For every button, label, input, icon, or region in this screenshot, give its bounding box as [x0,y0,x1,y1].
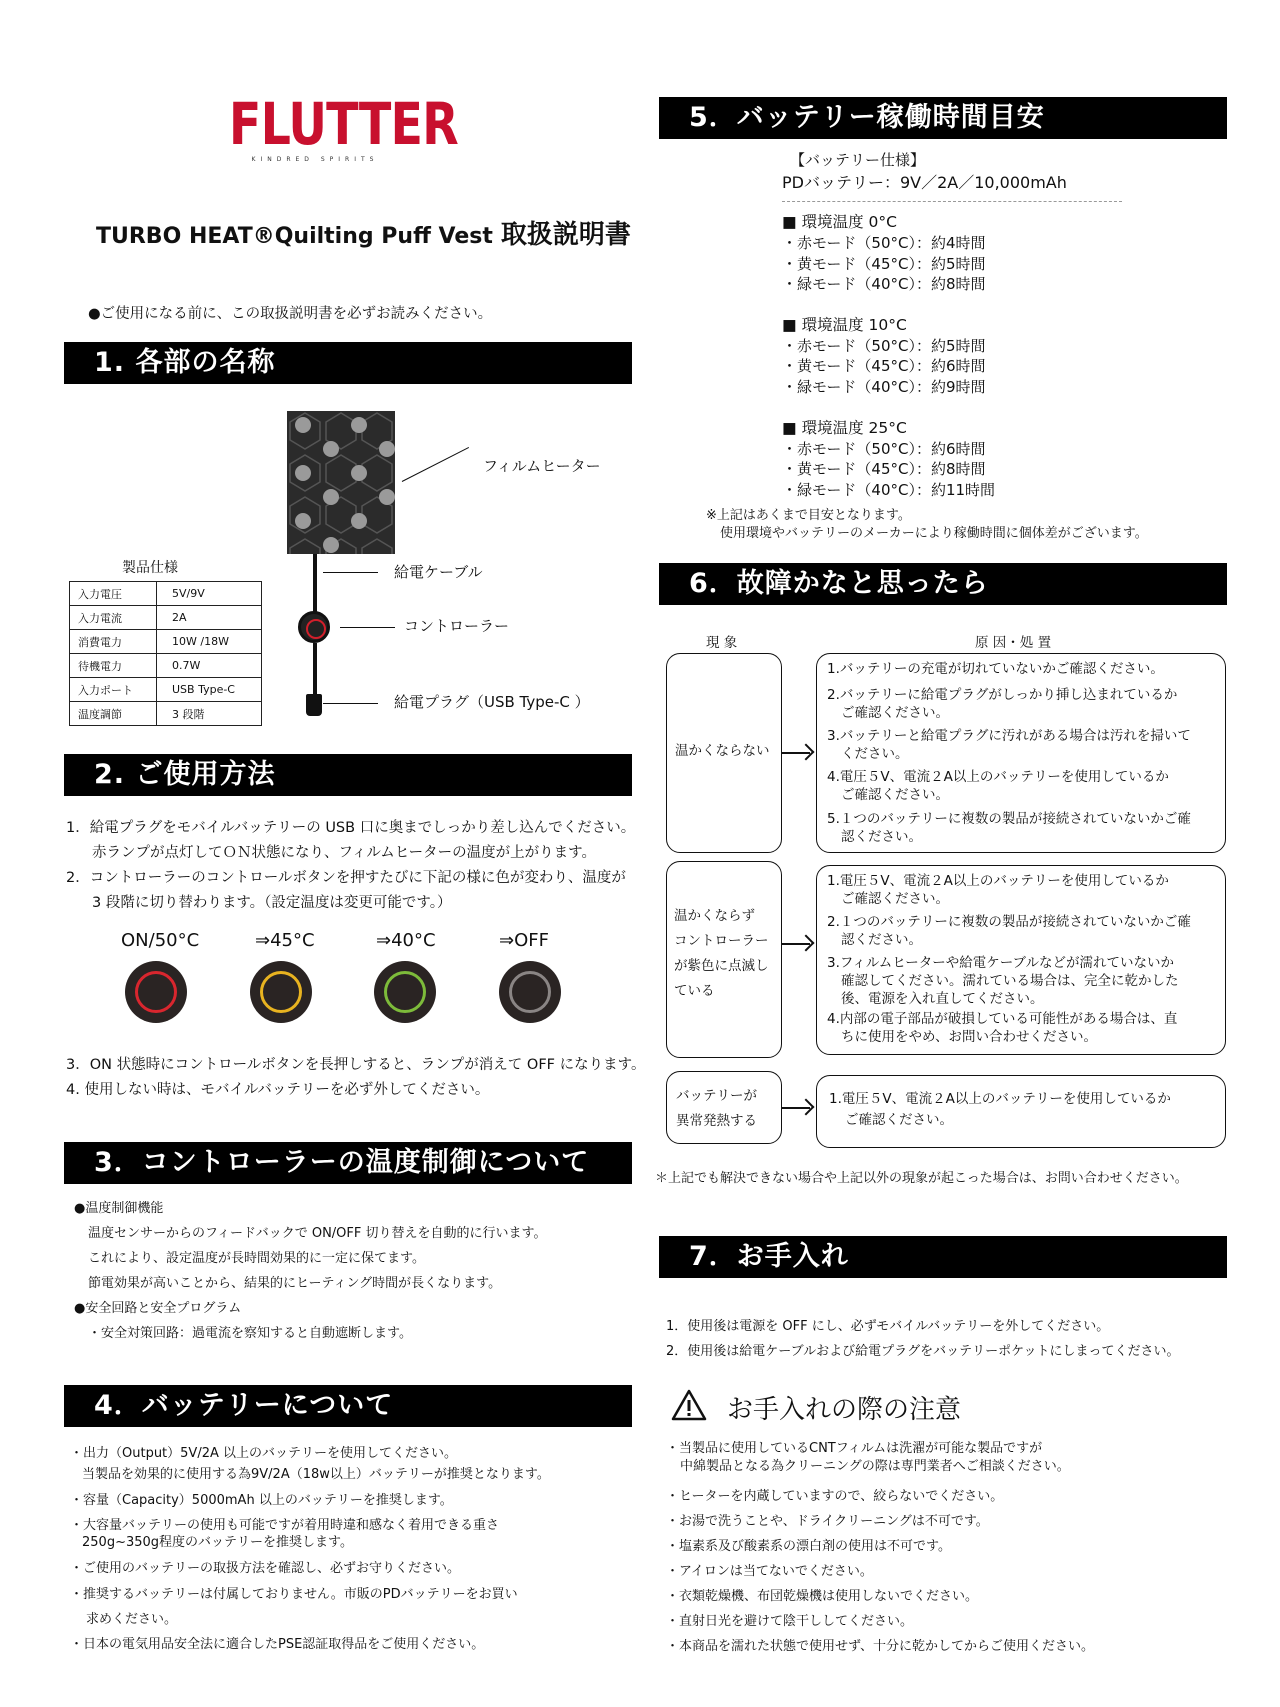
temp-control-line-3: 節電効果が高いことから、結果的にヒーティング時間が長くなります。 [88,1276,502,1291]
table-row [70,678,262,702]
battery-line-5: 250g~350g程度のバッテリーを推奨します。 [82,1535,353,1550]
symptom-text [676,1084,757,1134]
runtime-note-2: 使用環境やバッテリーのメーカーにより稼働時間に個体差がございます。 [720,526,1148,541]
manual-label: 取扱説明書 [500,220,631,250]
battery-line-3: ・容量（Capacity）5000mAh 以上のバッテリーを推奨します。 [70,1493,453,1508]
cause-item-cont: ください。 [841,746,909,762]
intro-note: ●ご使用になる前に、この取扱説明書を必ずお読みください。 [88,306,493,322]
caution-item: ・衣類乾燥機、布団乾燥機は使用しないでください。 [666,1589,979,1604]
off-mode-icon [499,961,561,1023]
temp-control-title: ●温度制御機能 [74,1201,164,1216]
runtime-note-1: ※上記はあくまで目安となります。 [706,508,911,523]
section-7-heading: 7．お手入れ [659,1236,1227,1278]
table-row [70,654,262,678]
document-title [96,214,631,251]
logo-wordmark: FLUTTER [228,90,458,158]
label-power-plug: 給電プラグ（USB Type-C ） [394,693,590,711]
arrow-right-icon [781,943,810,945]
battery-line-2: 当製品を効果的に使用する為9V/2A（18w以上）バッテリーが推奨となります。 [82,1467,550,1482]
symptom-line: コントローラー [674,933,769,949]
usage-step-2: 2．コントローラーのコントロールボタンを押すたびに下記の様に色が変わり、温度が [66,870,626,886]
leader-line-heater [402,447,469,482]
symptom-text: 温かくならない [675,743,770,759]
cause-item-cont: 認ください。 [841,829,922,845]
temp-group-0-title: ■ 環境温度 0°C [782,213,897,231]
caution-item: ・お湯で洗うことや、ドライクリーニングは不可です。 [666,1514,989,1529]
caution-title: お手入れの際の注意 [727,1395,962,1425]
section-2-heading: 2. ご使用方法 [64,754,632,796]
power-cable-lower [313,643,317,695]
temp-group-0-row: ・赤モード（50°C）：約4時間 [782,234,986,252]
battery-line-9: ・日本の電気用品安全法に適合したPSE認証取得品をご使用ください。 [70,1637,485,1652]
spec-value: 3 段階 [157,702,262,726]
mode-label-40: ⇒40°C [376,930,436,951]
leader-line-cable [323,572,378,573]
label-controller: コントローラー [404,617,510,635]
cause-item-cont: ご確認ください。 [841,705,949,721]
cause-item: 4.内部の電子部品が破損している可能性がある場合は、直 [827,1011,1178,1027]
table-row [70,702,262,726]
temp-group-1-row: ・緑モード（40°C）：約9時間 [782,378,986,396]
usb-plug-icon [306,694,322,716]
mode-label-on: ON/50°C [121,930,200,951]
table-row [70,582,262,606]
product-name: TURBO HEAT®Quilting Puff Vest [96,224,493,249]
caution-item: ・ヒーターを内蔵していますので、絞らないでください。 [666,1489,1004,1504]
temp-group-1-title: ■ 環境温度 10°C [782,316,907,334]
spec-key: 入力電流 [70,606,157,630]
red-mode-icon [125,961,187,1023]
spec-key: 入力電圧 [70,582,157,606]
leader-line-controller [340,627,395,628]
mode-label-45: ⇒45°C [255,930,315,951]
column-cause: 原 因・処 置 [975,635,1052,651]
film-heater-image [287,411,395,554]
caution-item: ・アイロンは当てないでください。 [666,1564,873,1579]
leader-line-plug [323,703,378,704]
care-step-1: 1．使用後は電源を OFF にし、必ずモバイルバッテリーを外してください。 [666,1319,1110,1334]
cause-item-cont: ご確認ください。 [841,787,949,803]
care-step-2: 2．使用後は給電ケーブルおよび給電プラグをバッテリーポケットにしまってください。 [666,1344,1180,1359]
label-power-cable: 給電ケーブル [394,563,483,581]
spec-key: 消費電力 [70,630,157,654]
usage-step-1: 1．給電プラグをモバイルバッテリーの USB 口に奥までしっかり差し込んでください。 [66,820,636,836]
cause-item: 2.１つのバッテリーに複数の製品が接続されていないかご確 [827,914,1191,930]
section-4-heading: 4．バッテリーについて [64,1385,632,1427]
spec-value: USB Type-C [157,678,262,702]
caution-item-1: ・当製品に使用しているCNTフィルムは洗濯が可能な製品ですが [666,1441,1043,1456]
spec-title: 製品仕様 [122,560,178,576]
symptom-line: 異常発熱する [676,1113,757,1129]
cause-item-cont: 後、電源を入れ直してください。 [841,991,1044,1007]
cause-item: 3.フィルムヒーターや給電ケーブルなどが濡れていないか [827,955,1175,971]
temp-group-2-row: ・緑モード（40°C）：約11時間 [782,481,996,499]
cause-item: 3.バッテリーと給電プラグに汚れがある場合は汚れを掃いて [827,728,1191,744]
battery-line-7: ・推奨するバッテリーは付属しておりません。市販のPDバッテリーをお買い [70,1587,518,1602]
usage-step-2-cont: 3 段階に切り替わります。（設定温度は変更可能です。） [92,895,452,911]
safety-title: ●安全回路と安全プログラム [74,1301,242,1316]
temp-group-0-row: ・黄モード（45°C）：約5時間 [782,255,986,273]
cause-item-cont: ご確認ください。 [841,891,949,907]
symptom-line: が紫色に点滅し [674,958,769,974]
battery-line-1: ・出力（Output）5V/2A 以上のバッテリーを使用してください。 [70,1446,457,1461]
cause-item-cont: 確認してください。濡れている場合は、完全に乾かした [841,973,1179,989]
caution-item: ・直射日光を避けて陰干ししてください。 [666,1614,914,1629]
spec-value: 10W /18W [157,630,262,654]
caution-item: ・塩素系及び酸素系の漂白剤の使用は不可です。 [666,1539,951,1554]
controller-button-icon [298,611,330,643]
section-5-heading: 5．バッテリー稼働時間目安 [659,97,1227,139]
cause-item-cont: ちに使用をやめ、お問い合わせください。 [841,1029,1097,1045]
battery-spec-value: PDバッテリー：9V／2A／10,000mAh [782,173,1067,192]
cause-item: 4.電圧５V、電流２A以上のバッテリーを使用しているか [827,769,1169,785]
column-phenomenon: 現 象 [706,635,738,651]
cause-item: 1.電圧５V、電流２A以上のバッテリーを使用しているか [827,873,1169,889]
brand-logo [210,90,458,163]
battery-line-6: ・ご使用のバッテリーの取扱方法を確認し、必ずお守りください。 [70,1561,461,1576]
section-1-heading: 1. 各部の名称 [64,342,632,384]
yellow-mode-icon [250,961,312,1023]
spec-key: 入力ポート [70,678,157,702]
temp-group-2-title: ■ 環境温度 25°C [782,419,907,437]
hexagon-pattern-icon [287,411,395,554]
arrow-right-icon [781,1107,810,1109]
temp-control-line-2: これにより、設定温度が長時間効果的に一定に保てます。 [88,1251,425,1266]
symptom-text [674,904,769,1004]
spec-value: 5V/9V [157,582,262,606]
label-film-heater: フィルムヒーター [483,457,601,475]
battery-line-4: ・大容量バッテリーの使用も可能ですが着用時違和感なく着用できる重さ [70,1518,500,1533]
cause-item: 1.バッテリーの充電が切れていないかご確認ください。 [827,661,1164,677]
spec-value: 2A [157,606,262,630]
cause-item-cont: ご確認ください。 [845,1112,953,1128]
symptom-line: バッテリーが [676,1088,757,1104]
symptom-line: 温かくならず [674,908,755,924]
cause-item: 5.１つのバッテリーに複数の製品が接続されていないかご確 [827,811,1191,827]
symptom-line: ている [674,983,715,999]
power-cable [313,554,317,612]
green-mode-icon [374,961,436,1023]
arrow-right-icon [781,752,810,754]
temp-group-1-row: ・黄モード（45°C）：約6時間 [782,357,986,375]
table-row [70,606,262,630]
section-3-heading: 3．コントローラーの温度制御について [64,1142,632,1184]
temp-control-line-1: 温度センサーからのフィードバックで ON/OFF 切り替えを自動的に行います。 [88,1226,547,1241]
caution-item: ・本商品を濡れた状態で使用せず、十分に乾かしてからご使用ください。 [666,1639,1094,1654]
cause-item: 1.電圧５V、電流２A以上のバッテリーを使用しているか [829,1091,1171,1107]
divider [782,201,1122,202]
troubleshoot-footnote: ＊上記でも解決できない場合や上記以外の現象が起こった場合は、お問い合わせください。 [655,1171,1188,1186]
mode-label-off: ⇒OFF [499,930,549,951]
temp-group-0-row: ・緑モード（40°C）：約8時間 [782,275,986,293]
usage-step-4: 4. 使用しない時は、モバイルバッテリーを必ず外してください。 [66,1082,490,1098]
spec-table [69,581,262,726]
logo-tagline: KINDRED SPIRITS [251,156,379,163]
usage-step-3: 3．ON 状態時にコントロールボタンを長押しすると、ランプが消えて OFF になります。 [66,1057,646,1073]
table-row [70,630,262,654]
temp-group-2-row: ・赤モード（50°C）：約6時間 [782,440,986,458]
cause-item: 2.バッテリーに給電プラグがしっかり挿し込まれているか [827,687,1178,703]
safety-line-1: ・安全対策回路：過電流を察知すると自動遮断します。 [88,1326,412,1341]
battery-line-8: 求めください。 [86,1612,178,1627]
warning-icon [671,1389,707,1421]
spec-key: 待機電力 [70,654,157,678]
spec-value: 0.7W [157,654,262,678]
section-6-heading: 6．故障かなと思ったら [659,563,1227,605]
cause-item-cont: 認ください。 [841,932,922,948]
temp-group-2-row: ・黄モード（45°C）：約8時間 [782,460,986,478]
temp-group-1-row: ・赤モード（50°C）：約5時間 [782,337,986,355]
usage-step-1-cont: 赤ランプが点灯してＯＮ状態になり、フィルムヒーターの温度が上がります。 [92,845,597,861]
spec-key: 温度調節 [70,702,157,726]
battery-spec-head: 【バッテリー仕様】 [790,151,926,169]
caution-item-1-cont: 中綿製品となる為クリーニングの際は専門業者へご相談ください。 [680,1459,1070,1474]
